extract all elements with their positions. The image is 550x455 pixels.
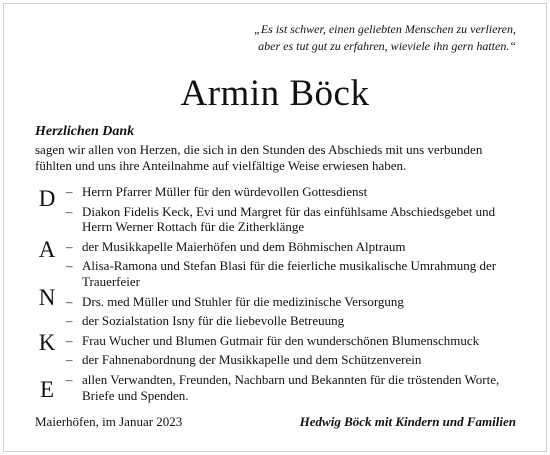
list-item: – Herrn Pfarrer Müller für den würdevollen Gottesdienst (66, 184, 368, 199)
intro-line-1: sagen wir allen von Herzen, die sich in den Stunden des Abschieds mit uns verbunden (35, 142, 483, 157)
list-item: – Frau Wucher und Blumen Gutmair für den wunderschönen Blumenschmuck (66, 332, 480, 348)
dash-bullet: – (66, 313, 73, 329)
list-item: – der Musikkapelle Maierhöfen und dem Böhmischen Alptraum (66, 238, 406, 254)
list-item: – der Fahnenabordnung der Musikkapelle und dem Schützenverein (66, 352, 422, 368)
signature: Hedwig Böck mit Kindern und Familien (299, 414, 516, 429)
dash-bullet: – (66, 332, 73, 348)
dash-bullet: – (66, 203, 73, 219)
intro-text (35, 142, 525, 174)
dash-bullet: – (66, 352, 73, 368)
dash-bullet: – (66, 184, 73, 199)
dash-bullet: – (66, 371, 73, 387)
list-item: – Drs. med Müller und Stuhler für die medizinische Versorgung (66, 293, 404, 309)
quote-line-2: aber es tut gut zu erfahren, wieviele ihn gern hatten.“ (258, 39, 516, 53)
danke-letter-n: N (38, 285, 56, 310)
dash-bullet: – (66, 258, 73, 274)
quote (196, 21, 516, 55)
danke-letter-e: E (39, 377, 55, 402)
danke-letter-k: K (38, 330, 56, 355)
dash-bullet: – (66, 293, 73, 309)
intro-line-2: fühlten und uns ihre Anteilnahme auf vielfältige Weise erwiesen haben. (35, 158, 407, 173)
danke-letter-a: A (38, 237, 56, 262)
deceased-name: Armin Böck (180, 73, 370, 114)
list-item: – Diakon Fidelis Keck, Evi und Margret für das einfühlsame Abschiedsgebet und Herrn Werner Rottach für die Zitherklänge (66, 203, 496, 235)
list-item: – der Sozialstation Isny für die liebevolle Betreuung (66, 313, 345, 329)
place-date: Maierhöfen, im Januar 2023 (35, 414, 183, 429)
dash-bullet: – (66, 238, 73, 254)
list-item: – Alisa-Ramona und Stefan Blasi für die feierliche musikalische Umrahmung der Trauerfeier (66, 258, 497, 289)
quote-line-1: „Es ist schwer, einen geliebten Menschen zu verlieren, (254, 22, 516, 36)
danke-letter-d: D (38, 186, 56, 211)
thanks-list (66, 184, 521, 407)
thanks-title: Herzlichen Dank (35, 124, 135, 139)
list-item: – allen Verwandten, Freunden, Nachbarn und Bekannten für die tröstenden Worte, Briefe und Spenden. (66, 371, 500, 403)
